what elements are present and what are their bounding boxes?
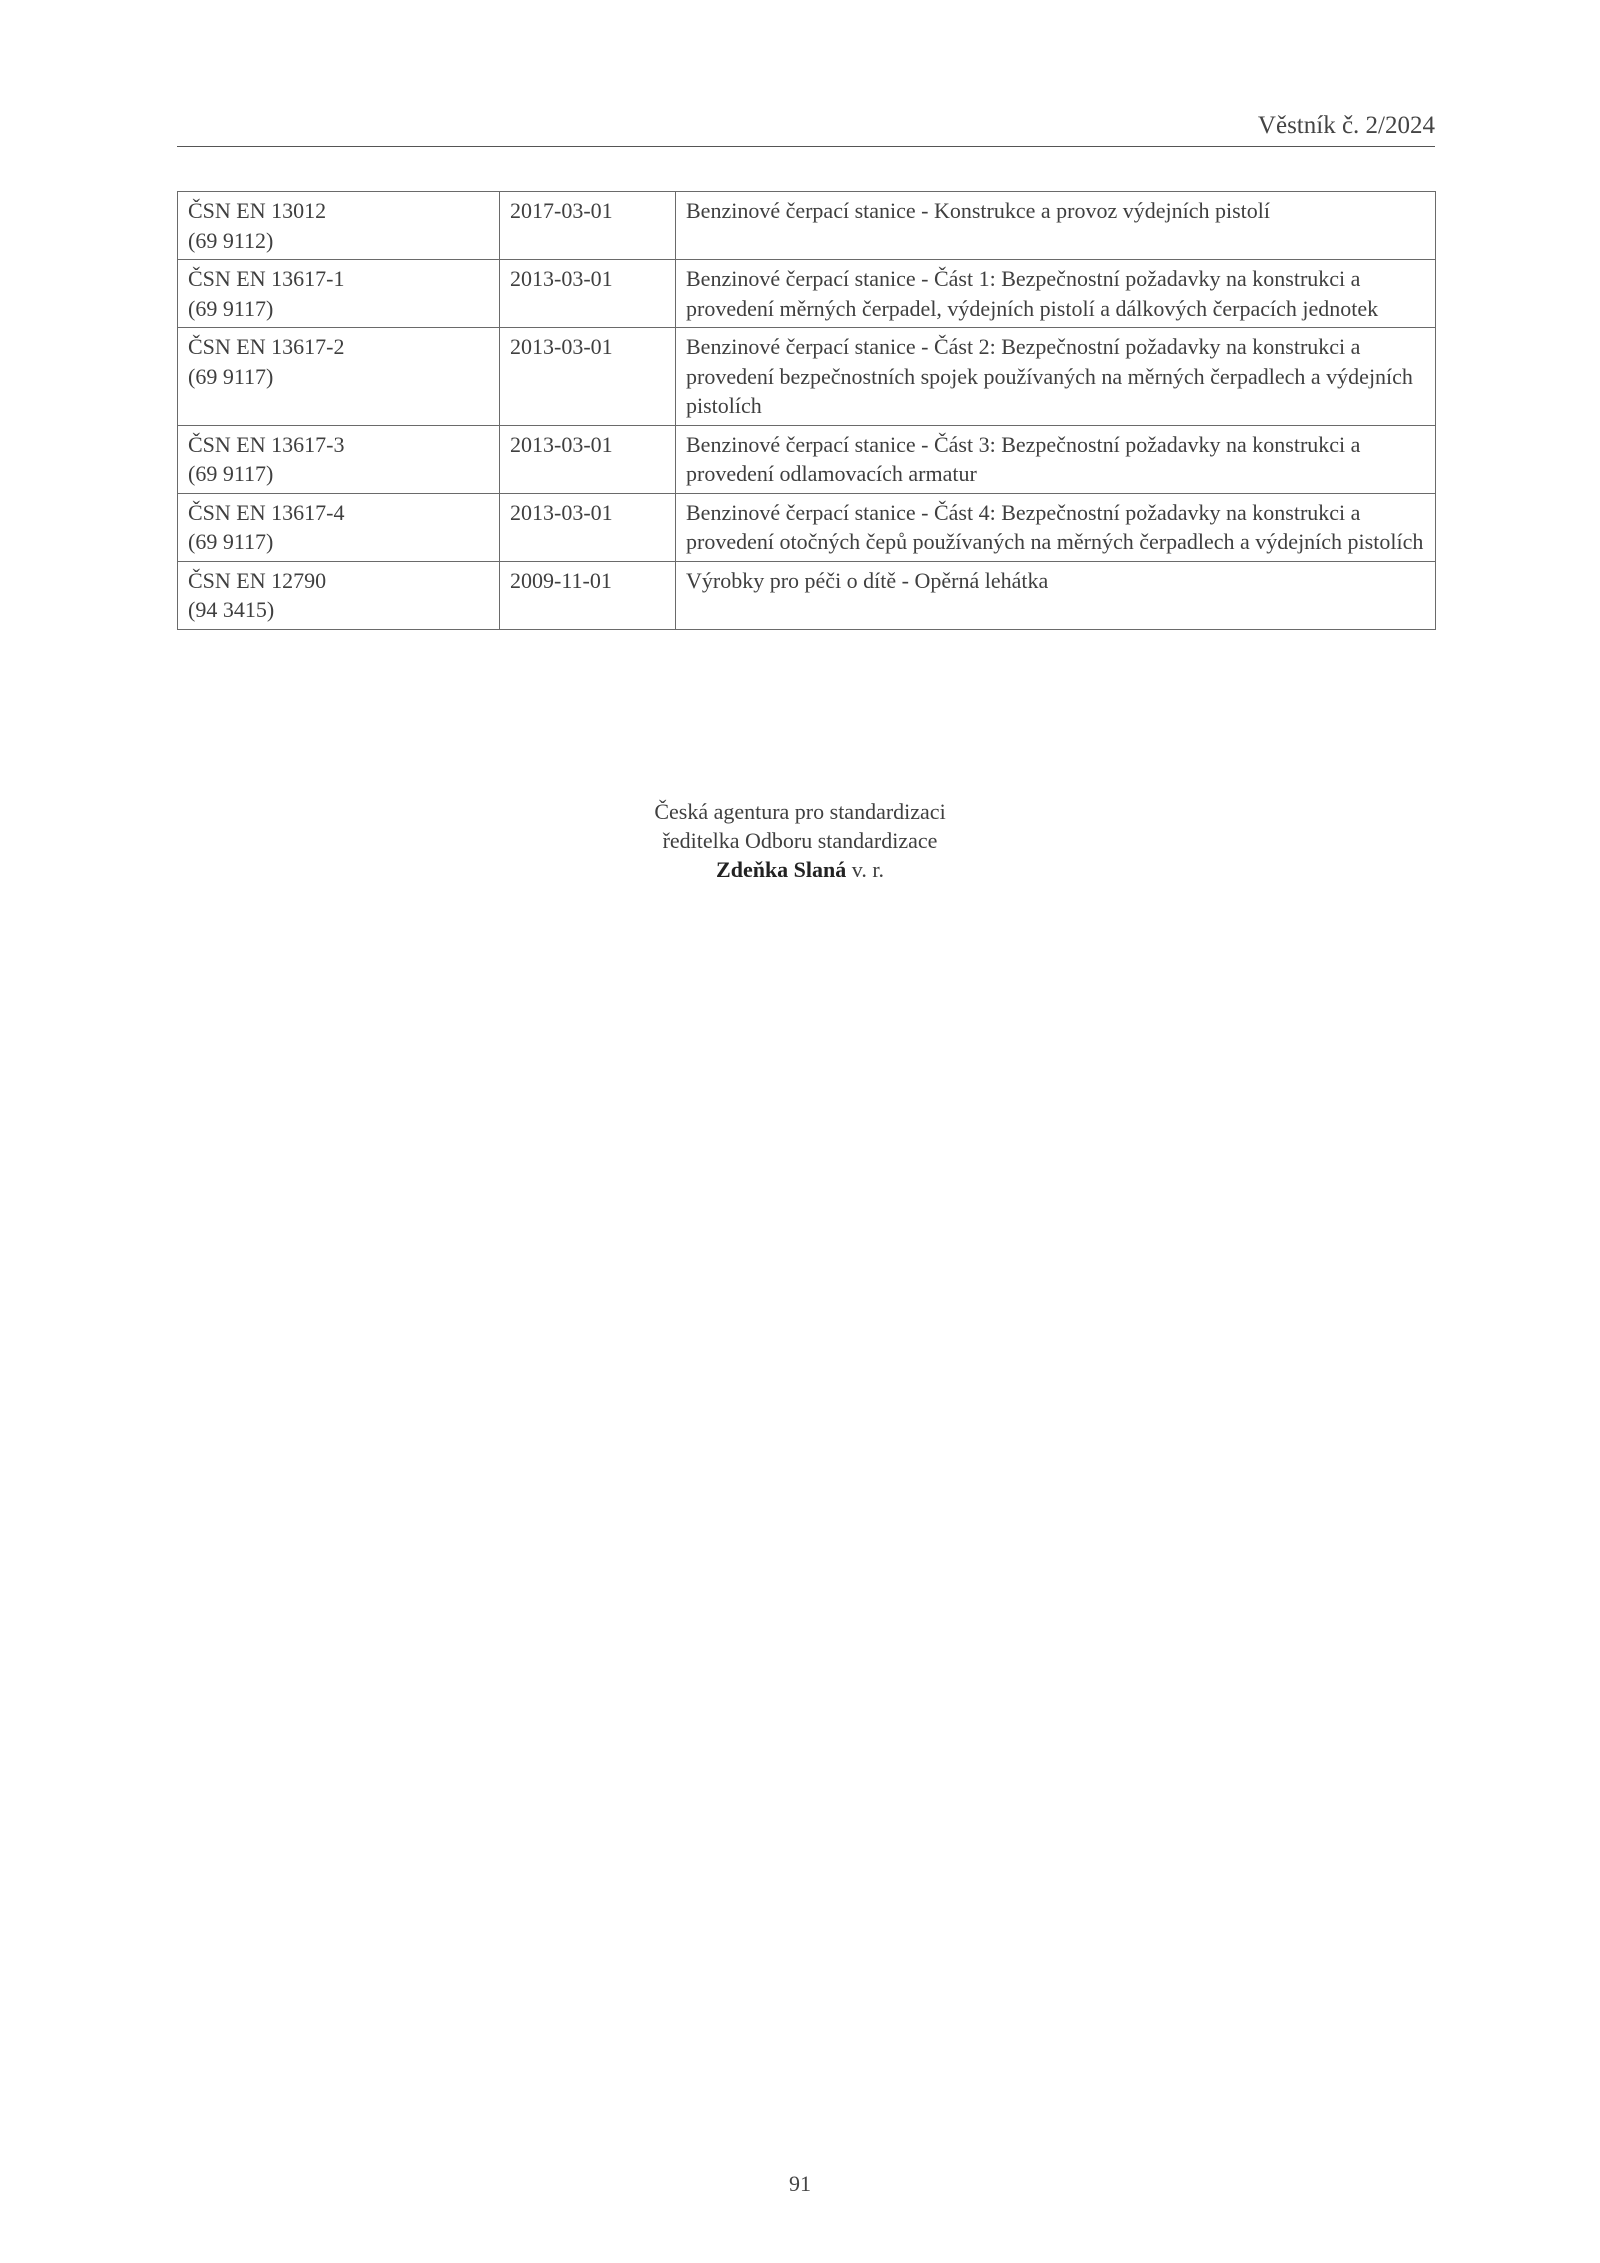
standard-code-cell — [178, 328, 500, 426]
date-cell: 2013-03-01 — [500, 493, 676, 561]
journal-title: Věstník č. 2/2024 — [1257, 112, 1435, 139]
date-cell: 2013-03-01 — [500, 328, 676, 426]
page-number: 91 — [789, 2171, 811, 2196]
classification-code: (69 9117) — [188, 295, 274, 321]
classification-code: (69 9112) — [188, 227, 274, 253]
standard-code-cell — [178, 493, 500, 561]
date-cell: 2013-03-01 — [500, 425, 676, 493]
standard-code-cell — [178, 425, 500, 493]
signature-block — [0, 797, 1600, 884]
signature-organization: Česká agentura pro standardizaci — [654, 799, 946, 824]
standard-code-cell — [178, 260, 500, 328]
standard-code-cell — [178, 192, 500, 260]
title-cell: Benzinové čerpací stanice - Část 1: Bezpečnostní požadavky na konstrukci a provedení měrných čerpadel, výdejních pistolí a dálkových čerpacích jednotek — [676, 260, 1436, 328]
page-header — [177, 112, 1435, 147]
date-cell: 2013-03-01 — [500, 260, 676, 328]
title-cell: Benzinové čerpací stanice - Část 3: Bezpečnostní požadavky na konstrukci a provedení odlamovacích armatur — [676, 425, 1436, 493]
signature-name-line — [0, 855, 1600, 884]
standard-code-cell — [178, 561, 500, 629]
table-row — [178, 328, 1436, 426]
signature-position: ředitelka Odboru standardizace — [662, 828, 938, 853]
title-cell: Benzinové čerpací stanice - Část 2: Bezpečnostní požadavky na konstrukci a provedení bezpečnostních spojek používaných na měrných čerpadlech a výdejních pistolích — [676, 328, 1436, 426]
standard-code: ČSN EN 13617-1 — [188, 266, 345, 291]
title-cell: Benzinové čerpací stanice - Konstrukce a provoz výdejních pistolí — [676, 192, 1436, 260]
table-row — [178, 260, 1436, 328]
table-row — [178, 192, 1436, 260]
classification-code: (69 9117) — [188, 363, 274, 389]
date-cell: 2009-11-01 — [500, 561, 676, 629]
title-cell: Výrobky pro péči o dítě - Opěrná lehátka — [676, 561, 1436, 629]
table-row — [178, 493, 1436, 561]
table-row — [178, 561, 1436, 629]
standard-code: ČSN EN 13012 — [188, 198, 327, 223]
standard-code: ČSN EN 13617-3 — [188, 431, 345, 457]
table-row — [178, 425, 1436, 493]
signature-name: Zdeňka Slaná — [716, 857, 847, 882]
standard-code: ČSN EN 13617-2 — [188, 334, 345, 359]
standards-table — [177, 191, 1436, 630]
classification-code: (69 9117) — [188, 529, 274, 554]
standard-code: ČSN EN 12790 — [188, 567, 327, 593]
date-cell: 2017-03-01 — [500, 192, 676, 260]
classification-code: (94 3415) — [188, 597, 275, 622]
classification-code: (69 9117) — [188, 461, 274, 486]
signature-suffix: v. r. — [851, 857, 884, 882]
title-cell: Benzinové čerpací stanice - Část 4: Bezpečnostní požadavky na konstrukci a provedení otočných čepů používaných na měrných čerpadlech a výdejních pistolích — [676, 493, 1436, 561]
standard-code: ČSN EN 13617-4 — [188, 499, 345, 525]
